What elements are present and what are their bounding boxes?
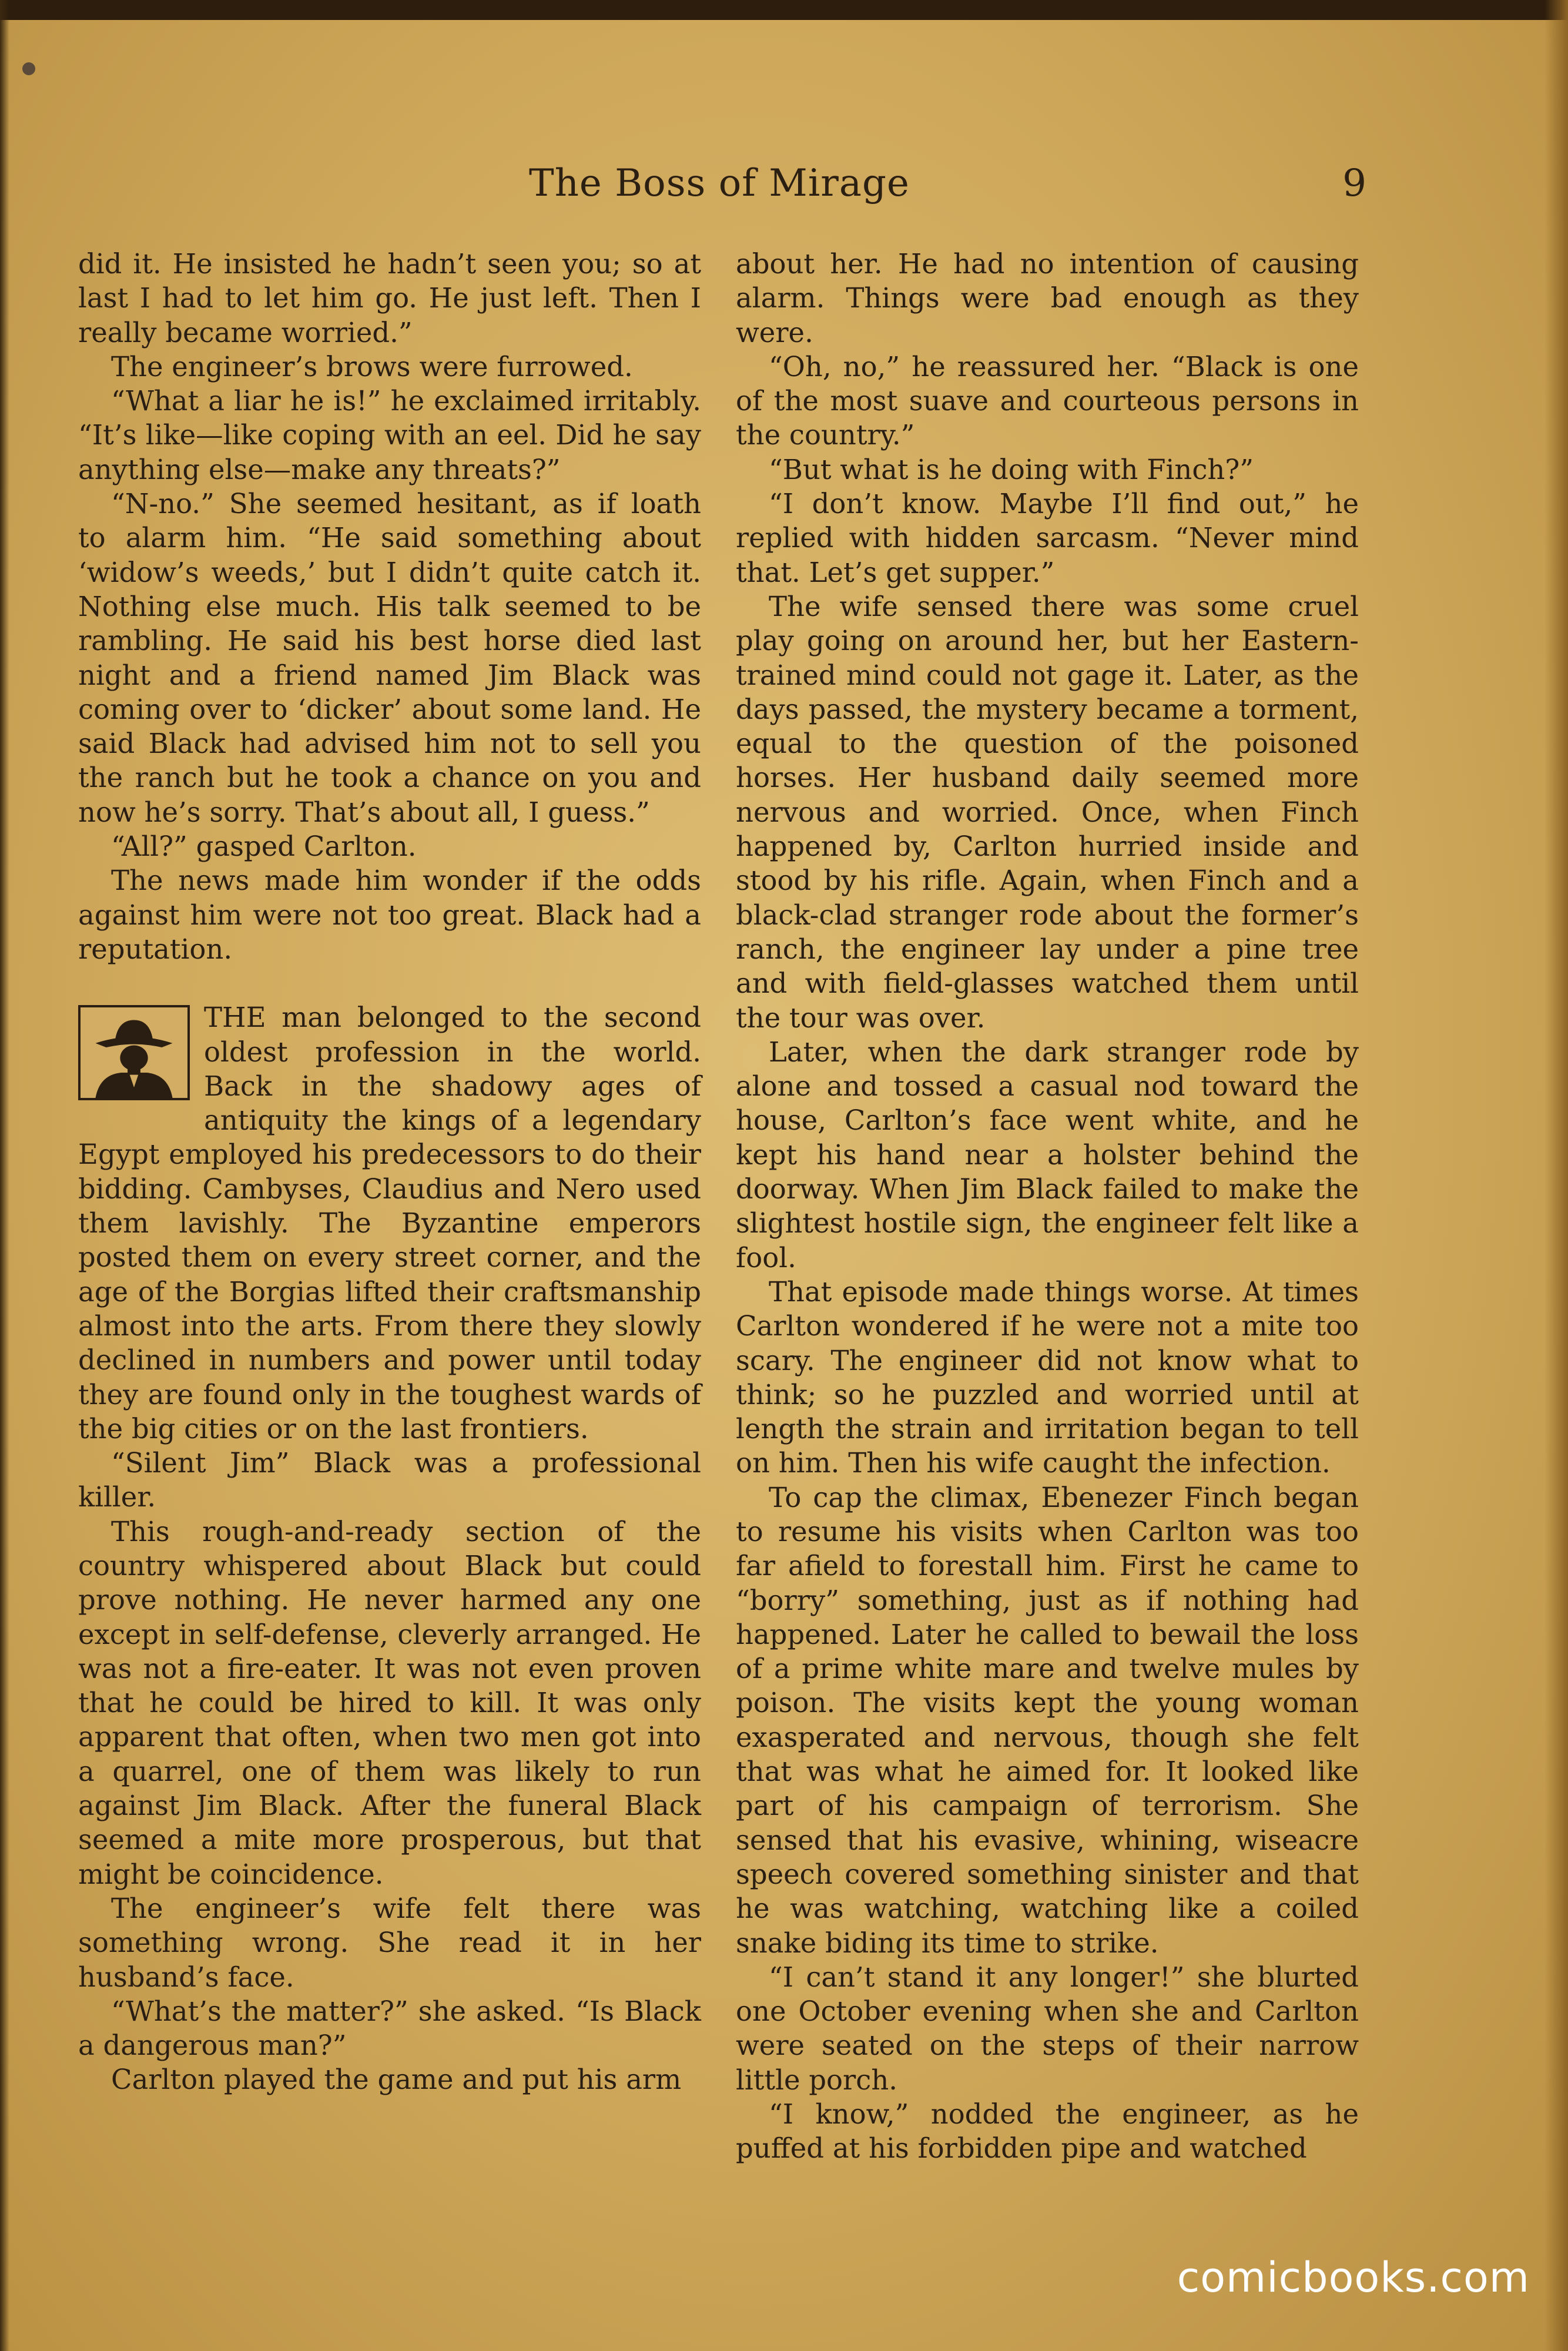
- paragraph: did it. He insisted he hadn’t seen you; so at last I had to let him go. He just left. Then I really became worried.”: [78, 248, 701, 349]
- paragraph: about her. He had no intention of causing alarm. Things were bad enough as they were.: [736, 248, 1359, 349]
- paragraph: “What’s the matter?” she asked. “Is Black a dangerous man?”: [78, 1995, 701, 2062]
- section-text: THE man belonged to the second oldest profession in the world. Back in the shadowy ages of antiquity the kings of a legendary Egypt employed his predecessors to do their bidding. Cambyses, Claudius and Nero used them lavishly. The Byzantine emperors posted them on every street corner, and the age of the Borgias lifted their craftsmanship almost into the arts. From there they slowly declined in numbers and power until today they are found only in the toughest wards of the big cities or on the last frontiers.: [78, 1002, 701, 1445]
- paragraph: The engineer’s wife felt there was something wrong. She read it in her husband’s face.: [78, 1892, 701, 1993]
- page-right-edge: [1544, 0, 1568, 2351]
- paragraph: The engineer’s brows were furrowed.: [111, 350, 633, 383]
- paragraph: Carlton played the game and put his arm: [111, 2064, 682, 2096]
- cowboy-vignette-icon: [78, 1005, 190, 1100]
- paragraph: “I don’t know. Maybe I’ll find out,” he replied with hidden sarcasm. “Never mind that. Let’s get supper.”: [736, 488, 1359, 588]
- paragraph: This rough-and-ready section of the country whispered about Black but could prove nothing. He never harmed any one except in self-defense, cleverly arranged. He was not a fire-eater. It was not even proven that he could be hired to kill. It was only apparent that often, when two men got into a quarrel, one of them was likely to run against Jim Black. After the funeral Black seemed a mite more prosperous, but that might be coincidence.: [78, 1515, 701, 1890]
- binding-hole: [22, 62, 35, 75]
- paragraph: “All?” gasped Carlton.: [111, 830, 417, 863]
- watermark: comicbooks.com: [1177, 2253, 1530, 2302]
- right-column: [736, 247, 1359, 2204]
- paragraph: “I can’t stand it any longer!” she blurted one October evening when she and Carlton were seated on the steps of their narrow little porch.: [736, 1961, 1359, 2096]
- page-spine-shadow: [0, 0, 9, 2351]
- paragraph: “N-no.” She seemed hesitant, as if loath to alarm him. “He said something about ‘widow’s weeds,’ but I didn’t quite catch it. Nothing else much. His talk seemed to be rambling. He said his best horse died last night and a friend named Jim Black was coming over to ‘dicker’ about some land. He said Black had advised him not to sell you the ranch but he took a chance on you and now he’s sorry. That’s about all, I guess.”: [78, 488, 701, 828]
- running-head: [76, 160, 1366, 207]
- paragraph: Later, when the dark stranger rode by alone and tossed a casual nod toward the house, Carlton’s face went white, and he kept his hand near a holster behind the doorway. When Jim Black failed to make the slightest hostile sign, the engineer felt like a fool.: [736, 1036, 1359, 1274]
- paragraph: That episode made things worse. At times Carlton wondered if he were not a mite too scary. The engineer did not know what to think; so he puzzled and worried until at length the strain and irritation began to tell on him. Then his wife caught the infection.: [736, 1275, 1359, 1479]
- section-opening: [78, 1000, 701, 1446]
- paragraph: The wife sensed there was some cruel play going on around her, but her Eastern-trained mind could not gage it. Later, as the days passed, the mystery became a torment, equal to the question of the poisoned horses. Her husband daily seemed more nervous and worried. Once, when Finch happened by, Carlton hurried inside and stood by his rifle. Again, when Finch and a black-clad stranger rode about the former’s ranch, the engineer lay under a pine tree and with field-glasses watched them until the tour was over.: [736, 590, 1359, 1034]
- paragraph: “What a liar he is!” he exclaimed irritably. “It’s like—like coping with an eel. Did he say anything else—make any threats?”: [78, 385, 701, 485]
- page-title: The Boss of Mirage: [529, 162, 910, 205]
- paragraph: The news made him wonder if the odds against him were not too great. Black had a reputation.: [78, 865, 701, 965]
- paragraph: “Oh, no,” he reassured her. “Black is one of the most suave and courteous persons in the country.”: [736, 350, 1359, 451]
- paragraph: “Silent Jim” Black was a professional killer.: [78, 1447, 701, 1513]
- page-top-edge: [0, 0, 1568, 20]
- paragraph: To cap the climax, Ebenezer Finch began to resume his visits when Carlton was too far afield to forestall him. First he came to “borry” something, just as if nothing had happened. Later he called to bewail the loss of a prime white mare and twelve mules by poison. The visits kept the young woman exasperated and nervous, though she felt that was what he aimed for. It looked like part of his campaign of terrorism. She sensed that his evasive, whining, wiseacre speech covered something sinister and that he was watching, watching like a coiled snake biding its time to strike.: [736, 1481, 1359, 1959]
- left-column: [78, 247, 701, 2204]
- paragraph: “I know,” nodded the engineer, as he puffed at his forbidden pipe and watched: [736, 2098, 1359, 2165]
- page-number: 9: [1342, 162, 1366, 205]
- paragraph: “But what is he doing with Finch?”: [769, 453, 1254, 485]
